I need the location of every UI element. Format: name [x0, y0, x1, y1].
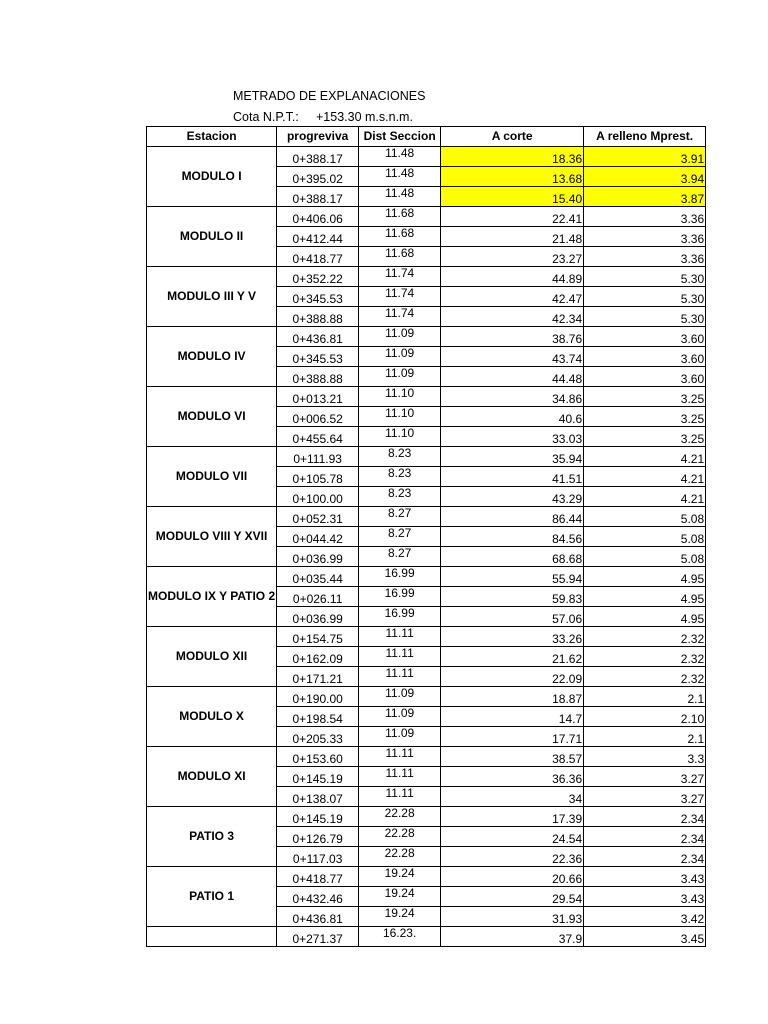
a-relleno-cell: 3.43 [584, 867, 706, 887]
a-corte-cell: 18.36 [441, 147, 584, 167]
estacion-cell: MODULO III Y V [147, 267, 277, 327]
estacion-cell: MODULO IX Y PATIO 2 [147, 567, 277, 627]
dist-seccion-cell: 22.28 [359, 807, 441, 827]
dist-seccion-cell: 11.10 [359, 387, 441, 407]
a-relleno-cell: 4.21 [584, 447, 706, 467]
a-corte-cell: 38.57 [441, 747, 584, 767]
a-corte-cell: 21.48 [441, 227, 584, 247]
progreviva-cell: 0+436.81 [277, 327, 359, 347]
progreviva-cell: 0+026.11 [277, 587, 359, 607]
a-corte-cell: 18.87 [441, 687, 584, 707]
a-corte-cell: 38.76 [441, 327, 584, 347]
progreviva-cell: 0+006.52 [277, 407, 359, 427]
a-relleno-cell: 5.30 [584, 267, 706, 287]
table-row [147, 387, 706, 407]
a-corte-cell: 42.47 [441, 287, 584, 307]
estacion-cell: MODULO IV [147, 327, 277, 387]
a-relleno-cell: 3.42 [584, 907, 706, 927]
dist-seccion-cell: 11.68 [359, 247, 441, 267]
a-corte-cell: 21.62 [441, 647, 584, 667]
progreviva-cell: 0+388.88 [277, 307, 359, 327]
dist-seccion-cell: 8.23 [359, 467, 441, 487]
earthworks-table [146, 126, 706, 947]
progreviva-cell: 0+412.44 [277, 227, 359, 247]
progreviva-cell: 0+395.02 [277, 167, 359, 187]
estacion-cell: MODULO I [147, 147, 277, 207]
a-corte-cell: 29.54 [441, 887, 584, 907]
progreviva-cell: 0+271.37 [277, 927, 359, 947]
estacion-cell: MODULO XII [147, 627, 277, 687]
column-header-a-relleno: A relleno Mprest. [584, 127, 706, 147]
table-row [147, 747, 706, 767]
a-corte-cell: 43.29 [441, 487, 584, 507]
a-relleno-cell: 2.1 [584, 727, 706, 747]
table-row [147, 687, 706, 707]
a-relleno-cell: 3.60 [584, 367, 706, 387]
cota-value: +153.30 m.s.n.m. [316, 110, 413, 124]
progreviva-cell: 0+138.07 [277, 787, 359, 807]
dist-seccion-cell: 16.99 [359, 607, 441, 627]
a-relleno-cell: 4.95 [584, 607, 706, 627]
dist-seccion-cell: 11.74 [359, 287, 441, 307]
dist-seccion-cell: 16.99 [359, 587, 441, 607]
progreviva-cell: 0+418.77 [277, 867, 359, 887]
a-corte-cell: 34.86 [441, 387, 584, 407]
a-corte-cell: 22.41 [441, 207, 584, 227]
table-row [147, 447, 706, 467]
table-row [147, 927, 706, 947]
dist-seccion-cell: 11.09 [359, 327, 441, 347]
estacion-cell: MODULO II [147, 207, 277, 267]
progreviva-cell: 0+345.53 [277, 287, 359, 307]
document-title: METRADO DE EXPLANACIONES [233, 89, 426, 103]
table-row [147, 327, 706, 347]
dist-seccion-cell: 11.09 [359, 707, 441, 727]
dist-seccion-cell: 19.24 [359, 867, 441, 887]
a-relleno-cell: 2.34 [584, 827, 706, 847]
dist-seccion-cell: 16.23. [359, 927, 441, 947]
a-relleno-cell: 5.08 [584, 507, 706, 527]
a-corte-cell: 15.40 [441, 187, 584, 207]
a-corte-cell: 84.56 [441, 527, 584, 547]
table-row [147, 867, 706, 887]
a-relleno-cell: 3.87 [584, 187, 706, 207]
progreviva-cell: 0+035.44 [277, 567, 359, 587]
dist-seccion-cell: 11.74 [359, 307, 441, 327]
a-corte-cell: 57.06 [441, 607, 584, 627]
a-corte-cell: 86.44 [441, 507, 584, 527]
progreviva-cell: 0+388.17 [277, 187, 359, 207]
estacion-cell: PATIO 1 [147, 867, 277, 927]
estacion-cell: MODULO X [147, 687, 277, 747]
estacion-cell [147, 927, 277, 947]
progreviva-cell: 0+418.77 [277, 247, 359, 267]
progreviva-cell: 0+013.21 [277, 387, 359, 407]
progreviva-cell: 0+171.21 [277, 667, 359, 687]
progreviva-cell: 0+436.81 [277, 907, 359, 927]
a-relleno-cell: 3.36 [584, 207, 706, 227]
progreviva-cell: 0+455.64 [277, 427, 359, 447]
cota-label: Cota N.P.T.: [233, 110, 299, 124]
a-relleno-cell: 5.08 [584, 547, 706, 567]
progreviva-cell: 0+036.99 [277, 607, 359, 627]
estacion-cell: PATIO 3 [147, 807, 277, 867]
a-corte-cell: 42.34 [441, 307, 584, 327]
column-header-dist-seccion: Dist Seccion [359, 127, 441, 147]
a-corte-cell: 20.66 [441, 867, 584, 887]
a-relleno-cell: 3.94 [584, 167, 706, 187]
a-corte-cell: 17.71 [441, 727, 584, 747]
progreviva-cell: 0+111.93 [277, 447, 359, 467]
a-relleno-cell: 4.95 [584, 587, 706, 607]
dist-seccion-cell: 11.48 [359, 187, 441, 207]
estacion-cell: MODULO VII [147, 447, 277, 507]
progreviva-cell: 0+052.31 [277, 507, 359, 527]
a-corte-cell: 31.93 [441, 907, 584, 927]
a-corte-cell: 41.51 [441, 467, 584, 487]
table-row [147, 507, 706, 527]
progreviva-cell: 0+205.33 [277, 727, 359, 747]
a-relleno-cell: 3.43 [584, 887, 706, 907]
dist-seccion-cell: 22.28 [359, 847, 441, 867]
dist-seccion-cell: 11.09 [359, 687, 441, 707]
a-relleno-cell: 3.27 [584, 767, 706, 787]
a-relleno-cell: 2.34 [584, 847, 706, 867]
progreviva-cell: 0+117.03 [277, 847, 359, 867]
estacion-cell: MODULO VI [147, 387, 277, 447]
a-relleno-cell: 3.25 [584, 427, 706, 447]
dist-seccion-cell: 11.68 [359, 207, 441, 227]
a-corte-cell: 13.68 [441, 167, 584, 187]
dist-seccion-cell: 11.09 [359, 727, 441, 747]
progreviva-cell: 0+126.79 [277, 827, 359, 847]
a-relleno-cell: 4.21 [584, 487, 706, 507]
table-row [147, 627, 706, 647]
table-body [147, 147, 706, 947]
dist-seccion-cell: 19.24 [359, 887, 441, 907]
dist-seccion-cell: 8.27 [359, 527, 441, 547]
a-relleno-cell: 3.60 [584, 347, 706, 367]
a-relleno-cell: 3.36 [584, 247, 706, 267]
a-relleno-cell: 3.91 [584, 147, 706, 167]
dist-seccion-cell: 11.11 [359, 667, 441, 687]
a-corte-cell: 36.36 [441, 767, 584, 787]
progreviva-cell: 0+345.53 [277, 347, 359, 367]
table-row [147, 207, 706, 227]
dist-seccion-cell: 8.23 [359, 447, 441, 467]
progreviva-cell: 0+036.99 [277, 547, 359, 567]
dist-seccion-cell: 11.11 [359, 627, 441, 647]
a-corte-cell: 44.48 [441, 367, 584, 387]
a-corte-cell: 33.26 [441, 627, 584, 647]
table-row [147, 267, 706, 287]
progreviva-cell: 0+406.06 [277, 207, 359, 227]
progreviva-cell: 0+352.22 [277, 267, 359, 287]
progreviva-cell: 0+198.54 [277, 707, 359, 727]
dist-seccion-cell: 8.27 [359, 547, 441, 567]
progreviva-cell: 0+044.42 [277, 527, 359, 547]
dist-seccion-cell: 11.09 [359, 347, 441, 367]
dist-seccion-cell: 8.27 [359, 507, 441, 527]
a-corte-cell: 33.03 [441, 427, 584, 447]
dist-seccion-cell: 11.74 [359, 267, 441, 287]
dist-seccion-cell: 11.10 [359, 427, 441, 447]
progreviva-cell: 0+100.00 [277, 487, 359, 507]
estacion-cell: MODULO VIII Y XVII [147, 507, 277, 567]
progreviva-cell: 0+388.17 [277, 147, 359, 167]
a-corte-cell: 37.9 [441, 927, 584, 947]
a-relleno-cell: 5.08 [584, 527, 706, 547]
table-header-row [147, 127, 706, 147]
progreviva-cell: 0+153.60 [277, 747, 359, 767]
a-corte-cell: 55.94 [441, 567, 584, 587]
a-relleno-cell: 2.1 [584, 687, 706, 707]
dist-seccion-cell: 11.11 [359, 747, 441, 767]
a-relleno-cell: 4.95 [584, 567, 706, 587]
dist-seccion-cell: 11.09 [359, 367, 441, 387]
a-relleno-cell: 3.25 [584, 407, 706, 427]
column-header-estacion: Estacion [147, 127, 277, 147]
a-corte-cell: 24.54 [441, 827, 584, 847]
a-relleno-cell: 3.45 [584, 927, 706, 947]
column-header-a-corte: A corte [441, 127, 584, 147]
dist-seccion-cell: 8.23 [359, 487, 441, 507]
dist-seccion-cell: 11.48 [359, 147, 441, 167]
table-row [147, 147, 706, 167]
a-corte-cell: 68.68 [441, 547, 584, 567]
a-relleno-cell: 2.32 [584, 647, 706, 667]
table-row [147, 807, 706, 827]
dist-seccion-cell: 11.11 [359, 647, 441, 667]
a-relleno-cell: 2.32 [584, 667, 706, 687]
table-row [147, 567, 706, 587]
progreviva-cell: 0+154.75 [277, 627, 359, 647]
a-relleno-cell: 2.32 [584, 627, 706, 647]
a-corte-cell: 43.74 [441, 347, 584, 367]
a-relleno-cell: 4.21 [584, 467, 706, 487]
a-corte-cell: 59.83 [441, 587, 584, 607]
a-corte-cell: 22.09 [441, 667, 584, 687]
a-relleno-cell: 3.36 [584, 227, 706, 247]
estacion-cell: MODULO XI [147, 747, 277, 807]
a-corte-cell: 35.94 [441, 447, 584, 467]
a-corte-cell: 44.89 [441, 267, 584, 287]
a-corte-cell: 22.36 [441, 847, 584, 867]
a-relleno-cell: 5.30 [584, 287, 706, 307]
column-header-progreviva: progreviva [277, 127, 359, 147]
progreviva-cell: 0+388.88 [277, 367, 359, 387]
dist-seccion-cell: 22.28 [359, 827, 441, 847]
dist-seccion-cell: 11.68 [359, 227, 441, 247]
a-relleno-cell: 3.27 [584, 787, 706, 807]
a-relleno-cell: 3.25 [584, 387, 706, 407]
dist-seccion-cell: 11.11 [359, 787, 441, 807]
dist-seccion-cell: 16.99 [359, 567, 441, 587]
a-corte-cell: 40.6 [441, 407, 584, 427]
progreviva-cell: 0+145.19 [277, 807, 359, 827]
dist-seccion-cell: 19.24 [359, 907, 441, 927]
progreviva-cell: 0+105.78 [277, 467, 359, 487]
a-corte-cell: 14.7 [441, 707, 584, 727]
a-relleno-cell: 2.34 [584, 807, 706, 827]
a-relleno-cell: 5.30 [584, 307, 706, 327]
progreviva-cell: 0+190.00 [277, 687, 359, 707]
progreviva-cell: 0+162.09 [277, 647, 359, 667]
a-corte-cell: 34 [441, 787, 584, 807]
a-relleno-cell: 3.60 [584, 327, 706, 347]
a-relleno-cell: 2.10 [584, 707, 706, 727]
a-relleno-cell: 3.3 [584, 747, 706, 767]
progreviva-cell: 0+145.19 [277, 767, 359, 787]
dist-seccion-cell: 11.10 [359, 407, 441, 427]
a-corte-cell: 17.39 [441, 807, 584, 827]
dist-seccion-cell: 11.48 [359, 167, 441, 187]
dist-seccion-cell: 11.11 [359, 767, 441, 787]
progreviva-cell: 0+432.46 [277, 887, 359, 907]
a-corte-cell: 23.27 [441, 247, 584, 267]
